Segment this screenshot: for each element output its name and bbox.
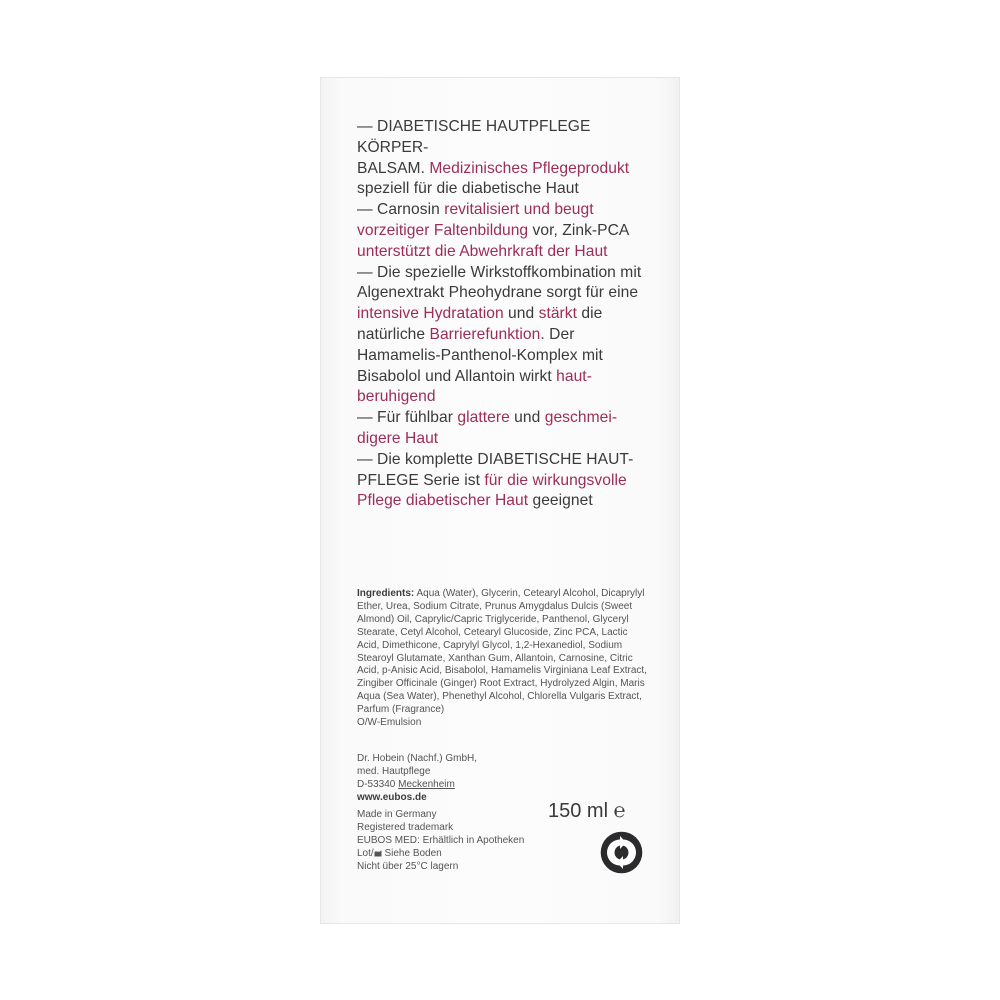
claim-highlight: für die wirkungsvolle Pflege diabetischer Haut — [357, 471, 627, 510]
claim-highlight: unterstützt die Abwehrkraft der Haut — [357, 242, 608, 260]
made-in: Made in Germany — [357, 809, 437, 820]
claim-highlight: glattere — [457, 409, 510, 427]
claim-segment: die natürliche — [357, 305, 603, 343]
pharmacy-note: EUBOS MED: Erhältlich in Apotheken — [357, 834, 525, 846]
claim-segment: . Der Hamamelis-Panthenol-Komplex mit Bisabolol und Allantoin wirkt — [357, 325, 603, 385]
manufacturer-zip: D-53340 — [357, 778, 399, 790]
claim-segment: speziell für die diabetische Haut — [357, 180, 579, 198]
claim-segment: und — [509, 409, 545, 427]
claim-highlight: intensive Hydratation — [357, 305, 504, 323]
storage-note: Nicht über 25°C lagern — [357, 860, 459, 872]
claim-segment: und — [503, 305, 539, 323]
claim-segment: — Die spezielle Wirkstoffkombination mit Algenextrakt Pheohydrane sorgt für eine — [357, 263, 642, 302]
lot-suffix: Siehe Boden — [381, 847, 442, 859]
manufacturer-name: Dr. Hobein (Nachf.) GmbH, — [357, 753, 478, 764]
claim-highlight: stärkt — [538, 305, 578, 323]
green-dot-recycling-icon — [600, 831, 643, 874]
claim-segment: — Carnosin — [357, 201, 445, 219]
ingredients-list — [357, 588, 647, 730]
claim-highlight: Medizinisches Pflegeprodukt — [429, 159, 630, 177]
claim-segment: — Die komplette DIABETISCHE HAUT-PFLEGE Serie ist — [357, 450, 634, 489]
manufacturer-dept: med. Hautpflege — [357, 765, 431, 777]
product-claims — [357, 117, 657, 512]
claim-segment: geeignet — [528, 492, 593, 510]
ingredients-label: Ingredients: — [357, 588, 415, 599]
claim-segment: vor, Zink-PCA — [528, 221, 629, 239]
claim-segment: — Für fühlbar — [357, 409, 458, 427]
ingredients-text: Aqua (Water), Glycerin, Cetearyl Alcohol, Dicaprylyl Ether, Urea, Sodium Citrate, Prunus Amygdalus Dulcis (Sweet Almond) Oil, Caprylic/Capric Triglyceride, Panthenol, Glyceryl Stearate, Cetyl Alcohol, Cetearyl Glucoside, Zinc PCA, Lactic Acid, Dimethicone, Caprylyl Glycol, 1,2-Hexanediol, Sodium Stearoyl Glutamate, Xanthan Gum, Allantoin, Carnosine, Citric Acid, p-Anisic Acid, Bisabolol, Hamamelis Virginiana Leaf Extract, Zingiber Officinale (Ginger) Root Extract, Hydrolyzed Algin, Maris Aqua (Sea Water), Phenethyl Alcohol, Chlorella Vulgaris Extract, Parfum (Fragrance) — [357, 588, 647, 716]
manufacturer-city: Meckenheim — [398, 778, 455, 790]
volume-label: 150 ml ℮ — [548, 800, 626, 822]
website-link: www.eubos.de — [357, 791, 427, 803]
claim-highlight: geschmei-digere Haut — [357, 409, 618, 447]
claim-highlight: revitalisiert und beugt vorzeitiger Faltenbildung — [357, 201, 594, 239]
claim-segment: BALSAM. — [357, 159, 430, 177]
claim-highlight: Barrierefunktion — [429, 325, 541, 343]
lot-prefix: Lot/ — [357, 847, 374, 859]
manufacturing-date-icon — [374, 849, 382, 857]
claim-segment: — DIABETISCHE HAUTPFLEGE KÖRPER- — [357, 118, 591, 156]
claim-highlight: haut-beruhigend — [357, 367, 592, 406]
manufacturer-info — [357, 753, 557, 805]
legal-notes — [357, 809, 567, 874]
emulsion-type: O/W-Emulsion — [357, 717, 422, 729]
trademark-note: Registered trademark — [357, 821, 454, 833]
